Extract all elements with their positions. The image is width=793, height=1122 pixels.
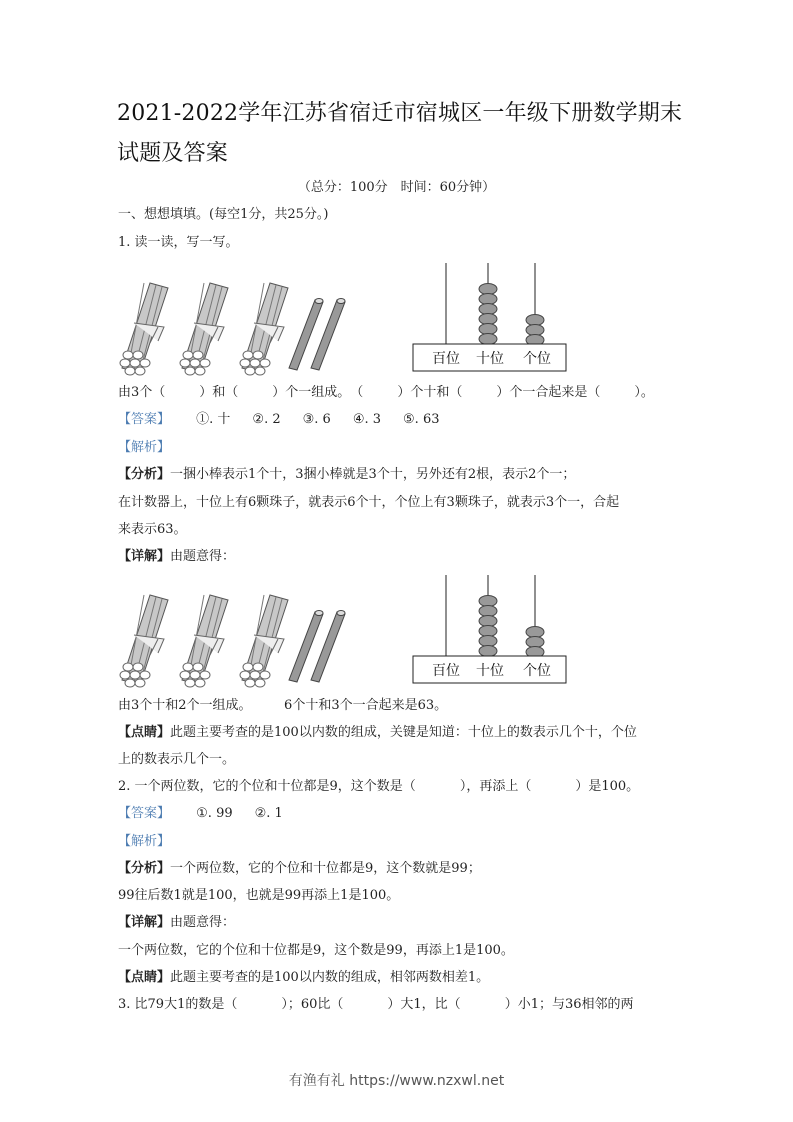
q2-xiangjie: 【详解】由题意得： bbox=[118, 915, 236, 930]
figure-sticks-abacus-1 bbox=[115, 258, 575, 378]
q1-fenxi-2: 在计数器上，十位上有6颗珠子，就表示6个十，个位上有3颗珠子，就表示3个一，合起 bbox=[118, 495, 620, 510]
q1-dianjing-1: 【点睛】此题主要考查的是100以内数的组成，关键是知道：十位上的数表示几个十，个位 bbox=[118, 725, 637, 740]
svg-text:百位: 百位 bbox=[432, 663, 460, 679]
svg-text:个位: 个位 bbox=[523, 663, 551, 679]
analysis-label: 【解析】 bbox=[118, 440, 171, 455]
svg-text:十位: 十位 bbox=[476, 663, 504, 679]
document-title: 2021-2022学年江苏省宿迁市宿城区一年级下册数学期末试题及答案 bbox=[117, 101, 683, 166]
q2-dianjing: 【点睛】此题主要考查的是100以内数的组成，相邻两数相差1。 bbox=[118, 970, 490, 985]
abacus bbox=[413, 263, 566, 371]
figure-sticks-abacus-2 bbox=[115, 570, 575, 690]
q1-fenxi-3: 来表示63。 bbox=[118, 522, 187, 537]
q2-fenxi-2: 99往后数1就是100，也就是99再添上1是100。 bbox=[118, 888, 400, 903]
q1-xiangjie: 【详解】由题意得： bbox=[118, 549, 236, 564]
question-3-stem: 3. 比79大1的数是（ ）；60比（ ）大1，比（ ）小1；与36相邻的两 bbox=[118, 997, 634, 1012]
analysis-label-2: 【解析】 bbox=[118, 834, 171, 849]
answer-label: 【答案】 bbox=[118, 412, 171, 427]
q1-result-line: 由3个十和2个一组成。 6个十和3个一合起来是63。 bbox=[118, 698, 448, 713]
q2-xiangjie-line: 一个两位数，它的个位和十位都是9，这个数是99，再添上1是100。 bbox=[118, 943, 514, 958]
abacus-label-hundreds: 百位 bbox=[432, 351, 460, 367]
abacus-label-tens: 十位 bbox=[476, 351, 504, 367]
question-2-stem: 2. 一个两位数，它的个位和十位都是9，这个数是（ ），再添上（ ）是100。 bbox=[118, 779, 640, 794]
exam-subtitle: （总分：100分 时间：60分钟） bbox=[297, 180, 496, 195]
question-2-answer: 【答案】 ①. 99 ②. 1 bbox=[118, 806, 283, 821]
abacus-label-ones: 个位 bbox=[523, 351, 551, 367]
question-1-answer: 【答案】 ①. 十 ②. 2 ③. 6 ④. 3 ⑤. 63 bbox=[118, 412, 440, 427]
question-1-fill: 由3个（ ）和（ ）个一组成。 （ ）个十和（ ）个一合起来是（ ）。 bbox=[118, 385, 654, 400]
q2-fenxi-1: 【分析】一个两位数，它的个位和十位都是9，这个数就是99； bbox=[118, 861, 481, 876]
q1-dianjing-2: 上的数表示几个一。 bbox=[118, 752, 236, 767]
stick-bundles bbox=[120, 283, 288, 375]
footer-watermark: 有渔有礼 https://www.nzxwl.net bbox=[288, 1073, 505, 1089]
question-1-stem: 1. 读一读，写一写。 bbox=[118, 235, 239, 250]
single-sticks bbox=[289, 299, 345, 371]
section-heading: 一、想想填填。(每空1分，共25分。) bbox=[118, 207, 329, 222]
q1-fenxi-1: 【分析】一捆小棒表示1个十，3捆小棒就是3个十，另外还有2根，表示2个一； bbox=[118, 467, 576, 482]
